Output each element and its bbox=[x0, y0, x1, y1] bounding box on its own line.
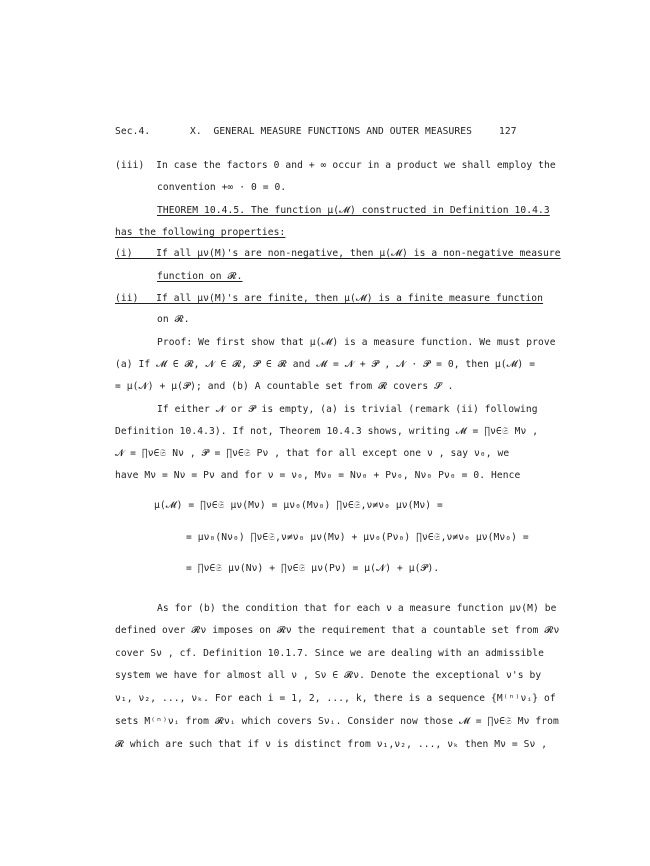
text-line: cover Sν , cf. Definition 10.1.7. Since we are dealing with an admissible bbox=[115, 648, 544, 659]
running-title: X. GENERAL MEASURE FUNCTIONS AND OUTER MEASURES bbox=[190, 126, 473, 137]
equation-line: = μν₀(Nν₀) ∏ν∈𝔖,ν≠ν₀ μν(Mν) + μν₀(Pν₀) ∏ν∈𝔖,ν≠ν₀ μν(Mν₀) = bbox=[186, 532, 529, 543]
equation-line: μ(𝓜) = ∏ν∈𝔖 μν(Mν) = μν₀(Mν₀) ∏ν∈𝔖,ν≠ν₀ μν(Mν) = bbox=[154, 500, 443, 511]
text-line: As for (b) the condition that for each ν a measure function μν(M) be bbox=[157, 603, 557, 614]
text-line: If either 𝓝 or 𝓟 is empty, (a) is trivial (remark (ii) following bbox=[157, 404, 538, 415]
theorem-item: (i) If all μν(M)'s are non-negative, then μ(𝓜) is a non-negative measure bbox=[115, 248, 561, 259]
text-line: = μ(𝓝) + μ(𝓟); and (b) A countable set from 𝓡 covers 𝓢 . bbox=[115, 381, 454, 392]
text-line: function on 𝓡. bbox=[157, 271, 243, 282]
text-line: on 𝓡. bbox=[157, 314, 190, 325]
page-number: 127 bbox=[499, 126, 517, 137]
equation-line: = ∏ν∈𝔖 μν(Nν) + ∏ν∈𝔖 μν(Pν) = μ(𝓝) + μ(𝓟). bbox=[186, 563, 440, 574]
text-line: ν₁, ν₂, ..., νₖ. For each i = 1, 2, ..., k, there is a sequence {M⁽ⁿ⁾νᵢ} of bbox=[115, 693, 556, 704]
text-line: defined over 𝓡ν imposes on 𝓡ν the requirement that a countable set from 𝓡ν bbox=[115, 625, 560, 636]
text-line: convention +∞ · 0 = 0. bbox=[157, 182, 287, 193]
text-line: sets M⁽ⁿ⁾νᵢ from 𝓡νᵢ which covers Sνᵢ. Consider now those 𝓜 = ∏ν∈𝔖 Mν from bbox=[115, 716, 559, 727]
text-line: 𝓡 which are such that if ν is distinct from ν₁,ν₂, ..., νₖ then Mν = Sν , bbox=[115, 739, 548, 750]
text-line: system we have for almost all ν , Sν ∈ 𝓡ν. Denote the exceptional ν's by bbox=[115, 670, 542, 681]
section-label: Sec.4. bbox=[115, 126, 151, 137]
text-line: have Mν = Nν = Pν and for ν = ν₀, Mν₀ = Nν₀ + Pν₀, Nν₀ Pν₀ = 0. Hence bbox=[115, 470, 521, 481]
text-line: (a) If 𝓜 ∈ 𝓡, 𝓝 ∈ 𝓡, 𝓟 ∈ 𝓡 and 𝓜 = 𝓝 + 𝓟 , 𝓝 · 𝓟 = 0, then μ(𝓜) = bbox=[115, 359, 536, 370]
text-line: Definition 10.4.3). If not, Theorem 10.4.3 shows, writing 𝓜 = ∏ν∈𝔖 Mν , bbox=[115, 426, 539, 437]
text-line: (iii) In case the factors 0 and + ∞ occur in a product we shall employ the bbox=[115, 160, 556, 171]
theorem-item: (ii) If all μν(M)'s are finite, then μ(𝓜) is a finite measure function bbox=[115, 293, 544, 304]
text-line: 𝓝 = ∏ν∈𝔖 Nν , 𝓟 = ∏ν∈𝔖 Pν , that for all except one ν , say ν₀, we bbox=[115, 448, 510, 459]
theorem-heading: THEOREM 10.4.5. The function μ(𝓜) constructed in Definition 10.4.3 bbox=[157, 205, 550, 216]
text-line: has the following properties: bbox=[115, 227, 286, 238]
proof-line: Proof: We first show that μ(𝓜) is a measure function. We must prove bbox=[157, 337, 556, 348]
